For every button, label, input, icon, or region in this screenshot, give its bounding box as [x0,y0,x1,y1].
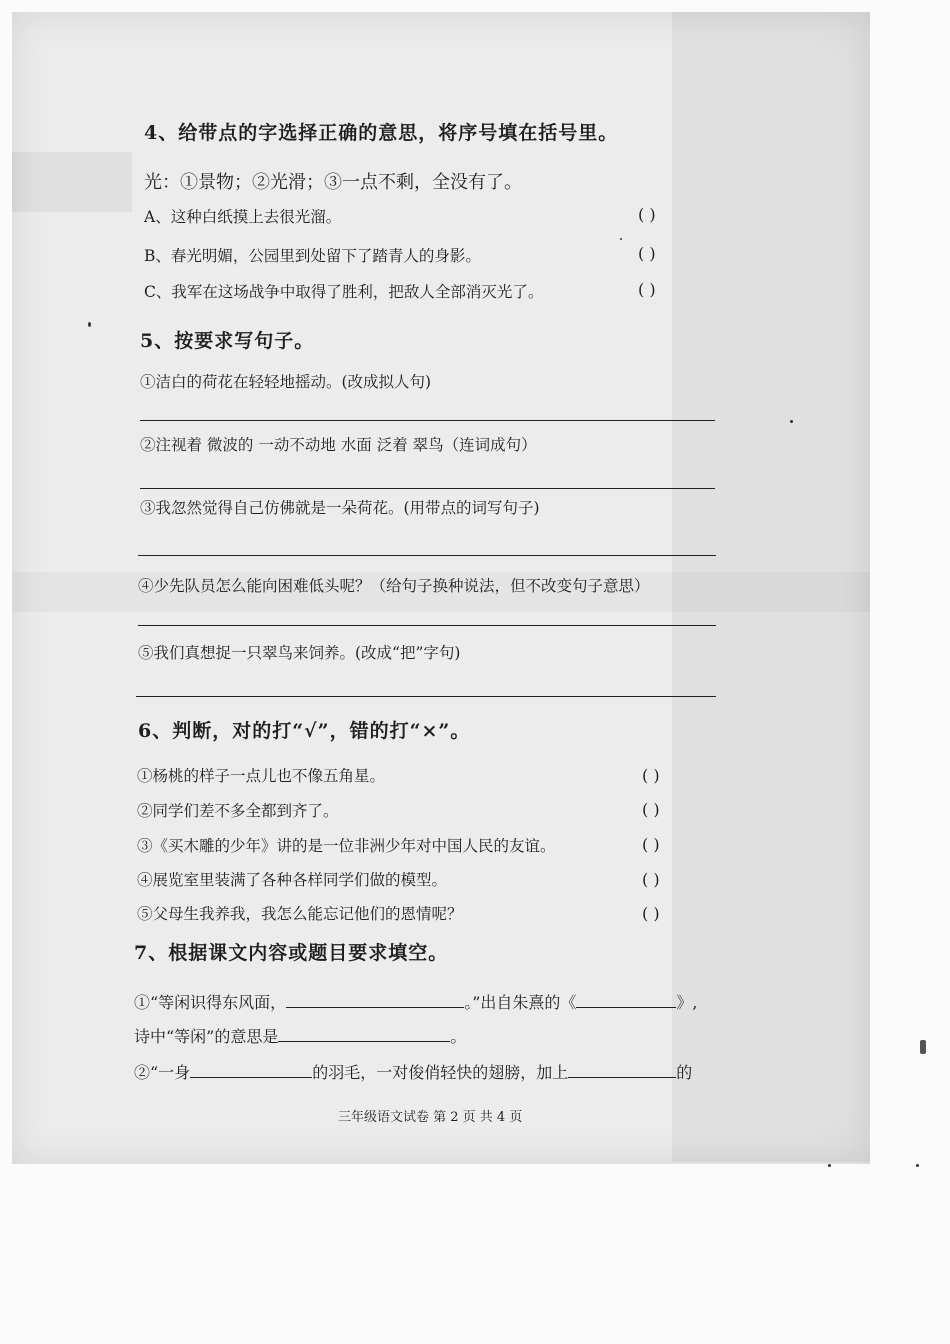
q7-blank-poem-title[interactable] [576,991,676,1008]
scan-speck [828,1164,831,1167]
q7-blank-poem-line[interactable] [286,991,464,1008]
q6-item-1: ①杨桃的样子一点儿也不像五角星。 [137,767,386,785]
q5-answer-line-3[interactable] [138,555,716,556]
q7-line2-text-b: 。 [450,1027,467,1046]
q4-item-b: B、春光明媚，公园里到处留下了踏青人的身影。 [144,247,481,265]
q4-answer-a[interactable]: ( ) [638,205,656,224]
q4-title: 4、给带点的字选择正确的意思，将序号填在括号里。 [144,122,619,144]
q4-item-c: C、我军在这场战争中取得了胜利，把敌人全部消灭光了。 [144,283,544,301]
q4-answer-b[interactable]: ( ) [638,244,656,263]
q7-line1-text-b: 。”出自朱熹的《 [464,993,577,1012]
q7-blank-feathers[interactable] [190,1061,312,1078]
q5-answer-line-2[interactable] [140,488,715,489]
bleed-through-shading [12,152,132,212]
q6-item-5: ⑤父母生我养我，我怎么能忘记他们的恩情呢？ [137,905,463,923]
scan-speck [88,322,91,327]
scan-speck [790,420,793,423]
q6-answer-4[interactable]: ( ) [642,870,660,889]
q5-answer-line-5[interactable] [136,696,716,697]
q7-title: 7、根据课文内容或题目要求填空。 [134,942,449,964]
q6-answer-3[interactable]: ( ) [642,835,660,854]
q7-line-3 [134,1060,692,1083]
q5-item-4: ④少先队员怎么能向困难低头呢？（给句子换种说法，但不改变句子意思） [138,577,650,595]
q6-answer-1[interactable]: ( ) [642,766,660,785]
q5-title: 5、按要求写句子。 [140,330,315,352]
q7-line3-text-a: ②“一身 [134,1063,191,1082]
q5-item-3: ③我忽然觉得自己仿佛就是一朵荷花。(用带点的词写句子) [140,499,540,517]
q7-line2-text-a: 诗中“等闲”的意思是 [134,1027,279,1046]
q7-line-2 [134,1024,466,1047]
q6-title: 6、判断，对的打“√”，错的打“×”。 [138,720,471,742]
q4-item-a: A、这种白纸摸上去很光溜。 [144,208,342,226]
q4-answer-c[interactable]: ( ) [638,280,656,299]
scan-speck [920,1040,926,1054]
q7-blank-meaning[interactable] [278,1025,450,1042]
q4-definition: 光：①景物；②光滑；③一点不剩，全没有了。 [144,172,522,193]
q7-line1-text-a: ①“等闲识得东风面， [134,993,287,1012]
q5-answer-line-4[interactable] [138,625,716,626]
q5-item-2: ②注视着 微波的 一动不动地 水面 泛着 翠鸟（连词成句） [140,436,537,454]
q7-blank-trailing[interactable] [568,1061,676,1078]
scan-speck [620,238,622,240]
page-footer: 三年级语文试卷 第 2 页 共 4 页 [338,1110,523,1125]
scan-speck [916,1164,919,1167]
q6-answer-5[interactable]: ( ) [642,904,660,923]
q7-line3-text-b: 的羽毛，一对俊俏轻快的翅膀，加上 [312,1063,569,1082]
q6-item-3: ③《买木雕的少年》讲的是一位非洲少年对中国人民的友谊。 [137,837,556,855]
q6-item-2: ②同学们差不多全都到齐了。 [137,802,339,820]
q7-line3-text-c: 的 [676,1063,693,1082]
q5-answer-line-1[interactable] [140,420,715,421]
q6-item-4: ④展览室里装满了各种各样同学们做的模型。 [137,871,448,889]
q5-item-5: ⑤我们真想捉一只翠鸟来饲养。(改成“把”字句) [138,644,461,662]
q5-item-1: ①洁白的荷花在轻轻地摇动。(改成拟人句) [140,373,432,391]
q7-line1-text-c: 》, [676,993,698,1012]
q7-line-1 [134,990,697,1013]
q6-answer-2[interactable]: ( ) [642,800,660,819]
